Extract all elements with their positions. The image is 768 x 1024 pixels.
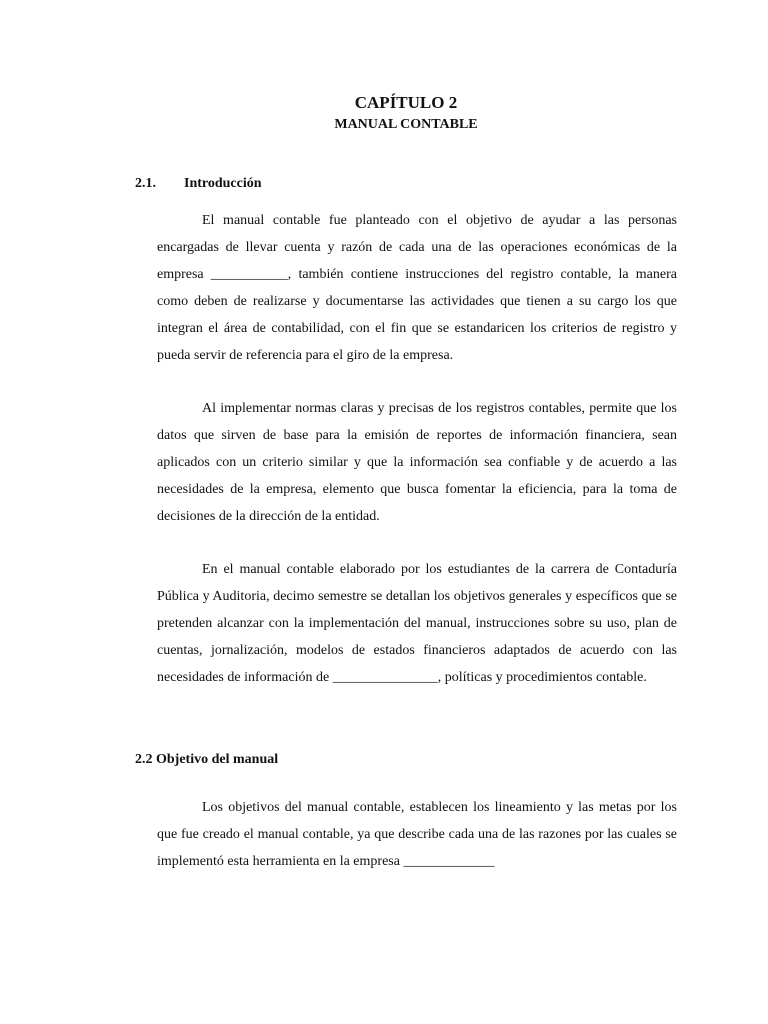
paragraph-introduccion-2: Al implementar normas claras y precisas de los registros contables, permite que los datos que sirven de base para la emisión de reportes de información financiera, sean aplicados con un criterio similar y que la información sea confiable y de acuerdo a las necesidades de la empresa, elemento que busca fomentar la eficiencia, para la toma de decisiones de la dirección de la entidad. [157,401,677,524]
paragraph-introduccion-1: El manual contable fue planteado con el objetivo de ayudar a las personas encargadas de llevar cuenta y razón de cada una de las operaciones económicas de la empresa ___________, también contiene instrucciones del registro contable, la manera como deben de realizarse y documentarse las actividades que tienen a su cargo los que integran el área de contabilidad, con el fin que se estandaricen los criterios de registro y pueda servir de referencia para el giro de la empresa. [157,213,677,363]
section-number: 2.1. [135,176,156,191]
paragraph-introduccion-3: En el manual contable elaborado por los estudiantes de la carrera de Contaduría Pública y Auditoria, decimo semestre se detallan los objetivos generales y específicos que se pretenden alcanzar con la implementación del manual, instrucciones sobre su uso, plan de cuentas, jornalización, modelos de estados financieros adaptados de acuerdo con las necesidades de información de _______________, políticas y procedimientos contable. [157,562,677,685]
chapter-title: CAPÍTULO 2 [354,93,458,112]
chapter-subtitle: MANUAL CONTABLE [334,117,478,132]
section-heading-introduccion [135,175,262,193]
paragraph-objetivo-1: Los objetivos del manual contable, establecen los lineamiento y las metas por los que fue creado el manual contable, ya que describe cada una de las razones por las cuales se implementó esta herramienta en la empresa _____________ [157,800,677,869]
section-title: Introducción [184,176,262,191]
section-heading-objetivo: 2.2 Objetivo del manual [135,752,279,767]
